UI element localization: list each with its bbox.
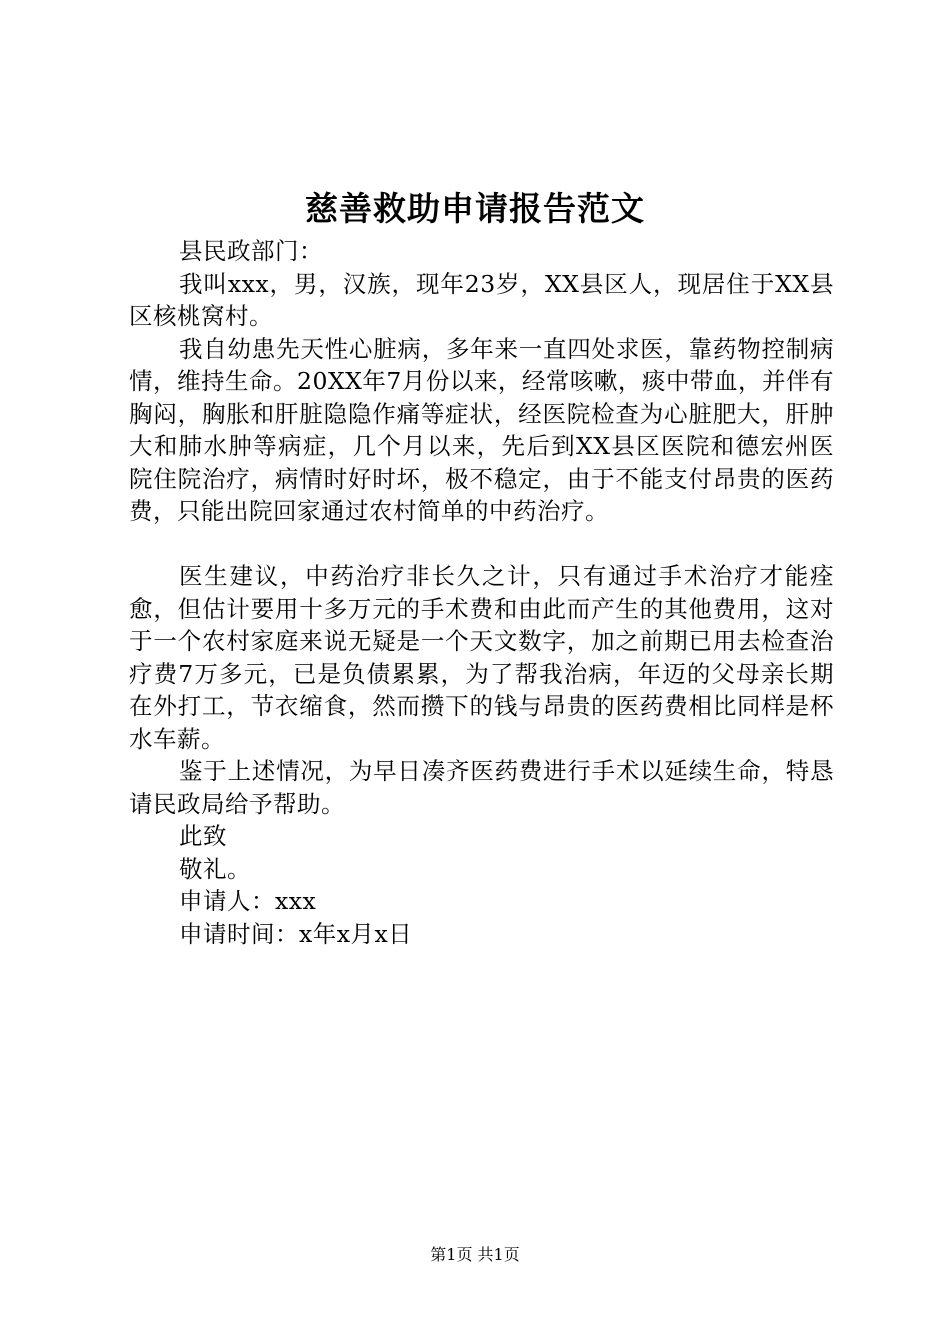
paragraph-spacer: [129, 528, 834, 561]
paragraph-illness: 我自幼患先天性心脏病，多年来一直四处求医，靠药物控制病情，维持生命。20XX年7月份以来，经常咳嗽，痰中带血，并伴有胸闷，胸胀和肝脏隐隐作痛等症状，经医院检查为心脏肥大，肝肿大和肺水肿等病症，几个月以来，先后到XX县区医院和德宏州医院住院治疗，病情时好时坏，极不稳定，由于不能支付昂贵的医药费，只能出院回家通过农村简单的中药治疗。: [129, 334, 834, 525]
closing-line-1: 此致: [179, 822, 227, 850]
closing-line-2: 敬礼。: [179, 854, 251, 883]
document-title: 慈善救助申请报告范文: [305, 189, 645, 228]
paragraph-doctor-advice: 医生建议，中药治疗非长久之计，只有通过手术治疗才能痊愈，但估计要用十多万元的手术费和由此而产生的其他费用，这对于一个农村家庭来说无疑是一个天文数字，加之前期已用去检查治疗费7万多元，已是负债累累，为了帮我治病，年迈的父母亲长期在外打工，节衣缩食，然而攒下的钱与昂贵的医药费相比同样是杯水车薪。: [129, 562, 834, 753]
applicant-line: 申请人：xxx: [179, 887, 317, 915]
paragraph-intro: 我叫xxx，男，汉族，现年23岁，XX县区人，现居住于XX县区核桃窝村。: [129, 269, 834, 330]
date-line: 申请时间：x年x月x日: [179, 919, 413, 948]
document-body: [129, 235, 834, 950]
page-footer: 第1页 共1页: [430, 1245, 520, 1264]
paragraph-request: 鉴于上述情况，为早日凑齐医药费进行手术以延续生命，特恳请民政局给予帮助。: [129, 757, 834, 818]
salutation: 县民政部门：: [179, 237, 323, 265]
